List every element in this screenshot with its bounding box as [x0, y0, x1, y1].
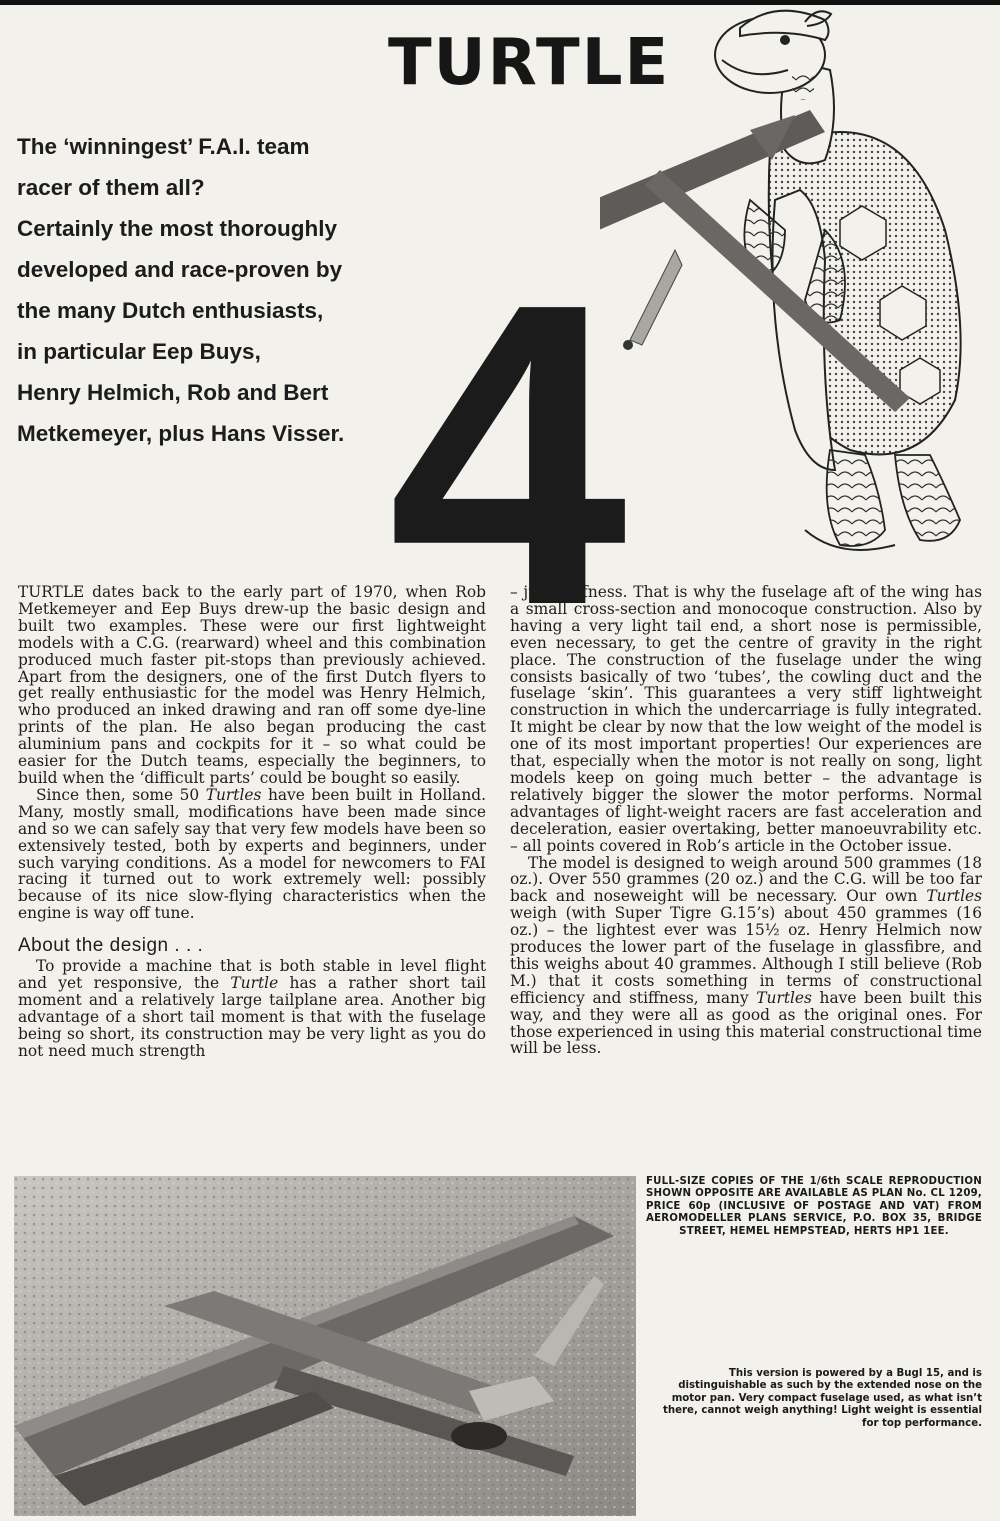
article-number: 4	[388, 215, 628, 695]
intro-line: Metkemeyer, plus Hans Visser.	[17, 421, 345, 446]
body-paragraph: Since then, some 50 Turtles have been built in Holland. Many, mostly small, modifications have been made since and so we can safely say that very few models have been so extensively tested, both by experts and beginners, under such varying conditions. As a model for newcomers to FAI racing it turned out to work extremely well: possibly because of its nice slow-flying characteristics when the engine is way off tune.	[18, 785, 486, 923]
model-aircraft-photo	[14, 1176, 636, 1516]
intro-line: developed and race-proven by	[17, 257, 343, 282]
section-heading: About the design . . .	[18, 935, 204, 957]
intro-line: racer of them all?	[17, 175, 205, 200]
intro-standfirst	[17, 126, 437, 454]
body-paragraph: TURTLE dates back to the early part of 1970, when Rob Metkemeyer and Eep Buys drew-up the basic design and built two examples. These were our first lightweight models with a C.G. (rearward) wheel and this combination produced much faster pit-stops than previously achieved. Apart from the designers, one of the first Dutch flyers to get really enthusiastic for the model was Henry Helmich, who produced an inked drawing and ran off some dye-line prints of the plan. He also began producing the cast aluminium pans and cockpits for it – so what could be easier for the Dutch teams, especially the beginners, to build when the ‘difficult parts’ could be bought so easily.	[18, 583, 486, 787]
body-paragraph: The model is designed to weigh around 500 grammes (18 oz.). Over 550 grammes (20 oz.) and the C.G. will be too far back and noseweight will be necessary. Our own Turtles weigh (with Super Tigre G.15’s) about 450 grammes (16 oz.) – the lightest ever was 15½ oz. Henry Helmich now produces the lower part of the fuselage in glassfibre, and this weighs about 40 grammes. Although I still believe (Rob M.) that it costs something in terms of constructional efficiency and stiffness, many Turtles have been built this way, and they were all as good as the original ones. For those experienced in using this material constructional time will be less.	[510, 853, 982, 1058]
intro-line: Certainly the most thoroughly	[17, 216, 338, 241]
article-column-right	[510, 584, 982, 1057]
article-column-left	[18, 584, 486, 1060]
article-title: TURTLE	[388, 26, 671, 100]
intro-line: the many Dutch enthusiasts,	[17, 298, 324, 323]
body-paragraph: – just stiffness. That is why the fuselage aft of the wing has a small cross-section and monocoque construction. Also by having a very light tail end, a short nose is permissible, even necessary, to get the centre of gravity in the right place. The construction of the fuselage under the wing consists basically of two ‘tubes’, the cowling duct and the fuselage ‘skin’. This guarantees a very stiff lightweight construction in which the undercarriage is fully integrated. It might be clear by now that the low weight of the model is one of its most important properties! Our experiences are that, especially when the motor is not really on song, light models keep on going much better – the advantage is relatively bigger the slower the motor performs. Normal advantages of light-weight racers are fast acceleration and deceleration, easier overtaking, better manoeuvrability etc. – all points covered in Rob’s article in the October issue.	[510, 583, 982, 855]
plans-notice: FULL-SIZE COPIES OF THE 1/6th SCALE REPRODUCTION SHOWN OPPOSITE ARE AVAILABLE AS PLAN No. CL 1209, PRICE 60p (INCLUSIVE OF POSTAGE AND VAT) FROM AEROMODELLER PLANS SERVICE, P.O. BOX 35, BRIDGE STREET, HEMEL HEMPSTEAD, HERTS HP1 1EE.	[646, 1176, 982, 1237]
intro-line: The ‘winningest’ F.A.I. team	[17, 134, 310, 159]
intro-line: Henry Helmich, Rob and Bert	[17, 380, 329, 405]
photo-caption: This version is powered by a Bugl 15, and is distinguishable as such by the extended nose on the motor pan. Very compact fuselage used, as what isn’t there, cannot weigh anything! Light weight is essential for top performance.	[663, 1368, 982, 1429]
body-paragraph: To provide a machine that is both stable in level flight and yet responsive, the Turtle has a rather short tail moment and a relatively large tailplane area. Another big advantage of a short tail moment is that with the fuselage being so short, its construction may be very light as you do not need much strength	[18, 957, 486, 1060]
intro-line: in particular Eep Buys,	[17, 339, 261, 364]
